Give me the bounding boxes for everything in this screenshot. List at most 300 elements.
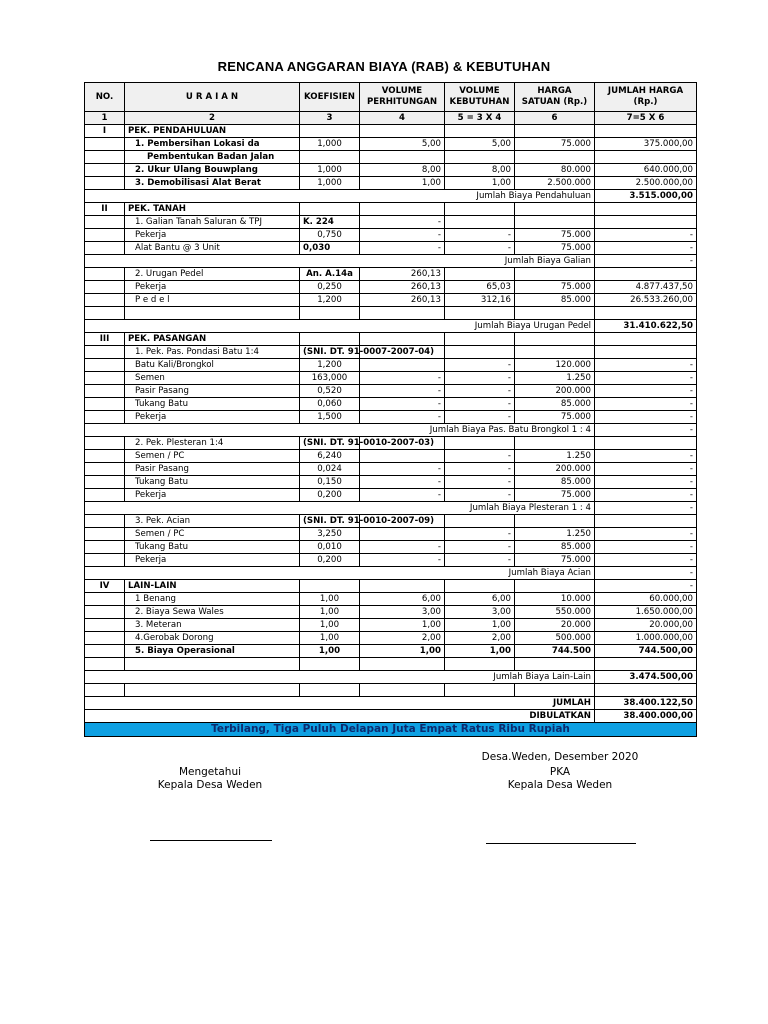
empty-cell [595,658,697,671]
volume-kebutuhan: - [445,476,515,489]
item-row [85,632,697,645]
harga-satuan: 1.250 [515,528,595,541]
volume-kebutuhan: - [445,398,515,411]
harga-satuan: 75.000 [515,242,595,255]
row-no [85,385,125,398]
volume-kebutuhan: 5,00 [445,138,515,151]
harga-satuan: 500.000 [515,632,595,645]
empty-cell [445,684,515,697]
volume-kebutuhan [445,151,515,164]
item-row [85,294,697,307]
item-row [85,164,697,177]
jumlah-harga: - [595,242,697,255]
koefisien: 1,200 [300,294,360,307]
col-number: 7=5 X 6 [595,112,697,125]
volume-kebutuhan: 65,03 [445,281,515,294]
volume-perhitungan: - [360,476,445,489]
volume-kebutuhan: 312,16 [445,294,515,307]
volume-kebutuhan: - [445,541,515,554]
item-label: P e d e l [125,294,300,307]
row-no: I [85,125,125,138]
right-signature-line [486,843,636,844]
jumlah-harga [595,268,697,281]
total-value: 38.400.122,50 [595,697,697,710]
col-number: 2 [125,112,300,125]
koefisien: K. 224 [300,216,360,229]
subtotal-label: Jumlah Biaya Urugan Pedel [85,320,595,333]
empty-cell [85,307,125,320]
empty-cell [300,333,360,346]
item-label: 3. Demobilisasi Alat Berat [125,177,300,190]
row-no [85,359,125,372]
koefisien: 1,00 [300,606,360,619]
column-number-row [85,112,697,125]
volume-perhitungan [360,450,445,463]
volume-kebutuhan: - [445,242,515,255]
volume-perhitungan: - [360,463,445,476]
document-title: RENCANA ANGGARAN BIAYA (RAB) & KEBUTUHAN [217,59,551,74]
blank-row [85,307,697,320]
section-row [85,203,697,216]
jumlah-harga: - [595,580,697,593]
total-row [85,697,697,710]
volume-kebutuhan: - [445,229,515,242]
harga-satuan: 2.500.000 [515,177,595,190]
item-label: 2. Urugan Pedel [125,268,300,281]
subtotal-row [85,671,697,684]
volume-perhitungan: - [360,372,445,385]
koefisien: 0,520 [300,385,360,398]
item-row [85,437,697,450]
header-koefisien: KOEFISIEN [300,83,360,112]
jumlah-harga: - [595,359,697,372]
item-row [85,606,697,619]
item-row [85,216,697,229]
empty-cell [595,684,697,697]
item-label: Tukang Batu [125,541,300,554]
volume-perhitungan: - [360,411,445,424]
item-row [85,177,697,190]
harga-satuan: 85.000 [515,541,595,554]
col-number: 5 = 3 X 4 [445,112,515,125]
volume-perhitungan: 1,00 [360,645,445,658]
harga-satuan: 75.000 [515,229,595,242]
blank-row [85,658,697,671]
volume-kebutuhan: 2,00 [445,632,515,645]
volume-perhitungan: - [360,398,445,411]
koefisien: 1,00 [300,645,360,658]
header-harga-satuan: HARGA SATUAN (Rp.) [515,83,595,112]
volume-kebutuhan: 1,00 [445,177,515,190]
harga-satuan [515,346,595,359]
harga-satuan [515,151,595,164]
koefisien: 1,00 [300,619,360,632]
harga-satuan: 120.000 [515,359,595,372]
koefisien: 0,060 [300,398,360,411]
row-no [85,541,125,554]
empty-cell [515,580,595,593]
subtotal-label: Jumlah Biaya Galian [85,255,595,268]
volume-perhitungan: - [360,242,445,255]
item-label: Semen / PC [125,528,300,541]
empty-cell [595,307,697,320]
item-row [85,398,697,411]
item-row [85,619,697,632]
jumlah-harga: - [595,554,697,567]
item-row [85,151,697,164]
subtotal-value: - [595,255,697,268]
koefisien: 0,010 [300,541,360,554]
empty-cell [125,307,300,320]
item-row [85,515,697,528]
harga-satuan: 80.000 [515,164,595,177]
header-jumlah-harga: JUMLAH HARGA (Rp.) [595,83,697,112]
jumlah-harga: - [595,463,697,476]
subtotal-row [85,567,697,580]
row-no [85,450,125,463]
subtotal-row [85,424,697,437]
row-no [85,593,125,606]
item-row [85,645,697,658]
subtotal-label: Jumlah Biaya Pas. Batu Brongkol 1 : 4 [85,424,595,437]
item-label: 2. Ukur Ulang Bouwplang [125,164,300,177]
volume-kebutuhan: - [445,463,515,476]
empty-cell [300,125,360,138]
item-label: Tukang Batu [125,476,300,489]
item-row [85,242,697,255]
jumlah-harga [595,515,697,528]
koefisien: 1,000 [300,138,360,151]
subtotal-value: - [595,502,697,515]
item-label: Batu Kali/Brongkol [125,359,300,372]
item-label: Tukang Batu [125,398,300,411]
total-label: DIBULATKAN [85,710,595,723]
total-value: 38.400.000,00 [595,710,697,723]
jumlah-harga: 2.500.000,00 [595,177,697,190]
koefisien: 0,750 [300,229,360,242]
item-label: Pekerja [125,489,300,502]
volume-perhitungan: - [360,489,445,502]
row-no [85,606,125,619]
item-label: 1. Pembersihan Lokasi da [125,138,300,151]
jumlah-harga: - [595,229,697,242]
volume-kebutuhan: - [445,554,515,567]
harga-satuan: 200.000 [515,385,595,398]
volume-perhitungan: - [360,216,445,229]
volume-perhitungan: 260,13 [360,294,445,307]
row-no [85,216,125,229]
harga-satuan [515,268,595,281]
volume-kebutuhan [445,268,515,281]
header-row [85,83,697,112]
subtotal-label: Jumlah Biaya Lain-Lain [85,671,595,684]
section-row [85,580,697,593]
row-no [85,151,125,164]
item-label: Pembentukan Badan Jalan [125,151,300,164]
section-row [85,125,697,138]
empty-cell [360,580,445,593]
empty-cell [515,684,595,697]
empty-cell [300,580,360,593]
harga-satuan [515,515,595,528]
empty-cell [445,658,515,671]
volume-kebutuhan: - [445,359,515,372]
jumlah-harga: 744.500,00 [595,645,697,658]
terbilang-text: Terbilang, Tiga Puluh Delapan Juta Empat Ratus Ribu Rupiah [85,723,697,737]
koefisien: (SNI. DT. 91-0007-2007-04) [300,346,360,359]
volume-perhitungan: 6,00 [360,593,445,606]
item-label: 1 Benang [125,593,300,606]
jumlah-harga [595,216,697,229]
subtotal-row [85,502,697,515]
harga-satuan: 200.000 [515,463,595,476]
koefisien: (SNI. DT. 91-0010-2007-03) [300,437,360,450]
harga-satuan: 744.500 [515,645,595,658]
section-title: PEK. PASANGAN [125,333,300,346]
harga-satuan: 75.000 [515,411,595,424]
row-no [85,346,125,359]
volume-kebutuhan: 1,00 [445,619,515,632]
koefisien: 1,000 [300,177,360,190]
row-no [85,281,125,294]
volume-perhitungan: 5,00 [360,138,445,151]
row-no [85,463,125,476]
volume-perhitungan: 2,00 [360,632,445,645]
item-label: 1. Pek. Pas. Pondasi Batu 1:4 [125,346,300,359]
jumlah-harga: 26.533.260,00 [595,294,697,307]
volume-kebutuhan [445,515,515,528]
subtotal-value: - [595,567,697,580]
volume-kebutuhan: 6,00 [445,593,515,606]
item-row [85,450,697,463]
volume-perhitungan: 260,13 [360,268,445,281]
harga-satuan [515,216,595,229]
jumlah-harga [595,346,697,359]
volume-perhitungan: - [360,229,445,242]
item-row [85,372,697,385]
row-no [85,437,125,450]
jumlah-harga: - [595,385,697,398]
harga-satuan [515,437,595,450]
row-no: III [85,333,125,346]
empty-cell [85,684,125,697]
jumlah-harga: 1.650.000,00 [595,606,697,619]
jumlah-harga: - [595,398,697,411]
jumlah-harga: 640.000,00 [595,164,697,177]
row-no [85,515,125,528]
volume-kebutuhan: 8,00 [445,164,515,177]
item-label: Semen [125,372,300,385]
jumlah-harga: 375.000,00 [595,138,697,151]
koefisien: 0,200 [300,554,360,567]
left-sign-role: Kepala Desa Weden [157,779,263,791]
item-label: Alat Bantu @ 3 Unit [125,242,300,255]
row-no: IV [85,580,125,593]
empty-cell [360,307,445,320]
koefisien: 0,150 [300,476,360,489]
jumlah-harga [595,151,697,164]
row-no [85,138,125,151]
col-number: 1 [85,112,125,125]
empty-cell [360,203,445,216]
volume-perhitungan: - [360,541,445,554]
volume-perhitungan: 1,00 [360,177,445,190]
empty-cell [300,658,360,671]
place-date: Desa.Weden, Desember 2020 [481,751,639,763]
empty-cell [515,125,595,138]
item-label: Semen / PC [125,450,300,463]
volume-perhitungan: 3,00 [360,606,445,619]
harga-satuan: 75.000 [515,554,595,567]
item-row [85,528,697,541]
item-label: Pekerja [125,281,300,294]
left-sign-title: Mengetahui [178,766,242,778]
row-no [85,268,125,281]
jumlah-harga [595,203,697,216]
empty-cell [445,203,515,216]
volume-perhitungan: 1,00 [360,619,445,632]
total-row [85,710,697,723]
koefisien: (SNI. DT. 91-0010-2007-09) [300,515,360,528]
volume-kebutuhan: 3,00 [445,606,515,619]
item-label: 5. Biaya Operasional [125,645,300,658]
harga-satuan: 1.250 [515,450,595,463]
harga-satuan: 20.000 [515,619,595,632]
koefisien: 163,000 [300,372,360,385]
volume-perhitungan [360,359,445,372]
subtotal-row [85,190,697,203]
col-number: 4 [360,112,445,125]
subtotal-value: 3.474.500,00 [595,671,697,684]
volume-perhitungan: 260,13 [360,281,445,294]
row-no [85,398,125,411]
harga-satuan: 75.000 [515,489,595,502]
harga-satuan: 75.000 [515,281,595,294]
subtotal-value: - [595,424,697,437]
item-label: Pekerja [125,554,300,567]
empty-cell [360,658,445,671]
blank-row [85,684,697,697]
item-label: Pasir Pasang [125,463,300,476]
jumlah-harga: - [595,450,697,463]
header-no: NO. [85,83,125,112]
volume-kebutuhan [445,346,515,359]
item-row [85,541,697,554]
koefisien: 1,200 [300,359,360,372]
volume-kebutuhan: - [445,372,515,385]
terbilang-row [85,723,697,737]
empty-cell [445,125,515,138]
section-row [85,333,697,346]
row-no [85,632,125,645]
subtotal-label: Jumlah Biaya Acian [85,567,595,580]
item-row [85,229,697,242]
row-no [85,411,125,424]
harga-satuan: 85.000 [515,476,595,489]
header-uraian: U R A I A N [125,83,300,112]
koefisien: 1,00 [300,632,360,645]
koefisien: 6,240 [300,450,360,463]
koefisien: 0,250 [300,281,360,294]
row-no: II [85,203,125,216]
item-row [85,268,697,281]
empty-cell [300,307,360,320]
volume-kebutuhan [445,216,515,229]
empty-cell [515,333,595,346]
row-no [85,489,125,502]
volume-perhitungan: - [360,554,445,567]
item-row [85,476,697,489]
empty-cell [445,333,515,346]
subtotal-label: Jumlah Biaya Plesteran 1 : 4 [85,502,595,515]
subtotal-row [85,320,697,333]
item-label: 1. Galian Tanah Saluran & TPJ [125,216,300,229]
empty-cell [125,684,300,697]
jumlah-harga [595,333,697,346]
jumlah-harga: 60.000,00 [595,593,697,606]
empty-cell [360,125,445,138]
right-sign-role: Kepala Desa Weden [507,779,613,791]
koefisien: 1,00 [300,593,360,606]
volume-perhitungan: 8,00 [360,164,445,177]
jumlah-harga: 1.000.000,00 [595,632,697,645]
subtotal-value: 3.515.000,00 [595,190,697,203]
row-no [85,164,125,177]
row-no [85,476,125,489]
item-label: 3. Pek. Acian [125,515,300,528]
item-row [85,138,697,151]
empty-cell [445,580,515,593]
row-no [85,372,125,385]
empty-cell [445,307,515,320]
harga-satuan: 550.000 [515,606,595,619]
empty-cell [515,307,595,320]
empty-cell [125,658,300,671]
col-number: 6 [515,112,595,125]
item-row [85,463,697,476]
volume-kebutuhan: - [445,450,515,463]
item-row [85,281,697,294]
left-signature-line [150,840,272,841]
volume-kebutuhan: - [445,385,515,398]
harga-satuan: 85.000 [515,398,595,411]
koefisien [300,151,360,164]
jumlah-harga [595,437,697,450]
header-volume-perhitungan: VOLUME PERHITUNGAN [360,83,445,112]
item-row [85,554,697,567]
jumlah-harga: - [595,541,697,554]
col-number: 3 [300,112,360,125]
item-row [85,346,697,359]
item-label: 3. Meteran [125,619,300,632]
volume-perhitungan: - [360,385,445,398]
jumlah-harga [595,125,697,138]
rab-table [84,82,697,737]
volume-perhitungan [360,151,445,164]
row-no [85,528,125,541]
volume-kebutuhan: - [445,528,515,541]
right-sign-title: PKA [549,766,571,778]
item-label: 2. Pek. Plesteran 1:4 [125,437,300,450]
section-title: PEK. PENDAHULUAN [125,125,300,138]
section-title: PEK. TANAH [125,203,300,216]
koefisien: An. A.14a [300,268,360,281]
subtotal-value: 31.410.622,50 [595,320,697,333]
item-label: Pasir Pasang [125,385,300,398]
item-label: 4.Gerobak Dorong [125,632,300,645]
empty-cell [300,203,360,216]
row-no [85,645,125,658]
